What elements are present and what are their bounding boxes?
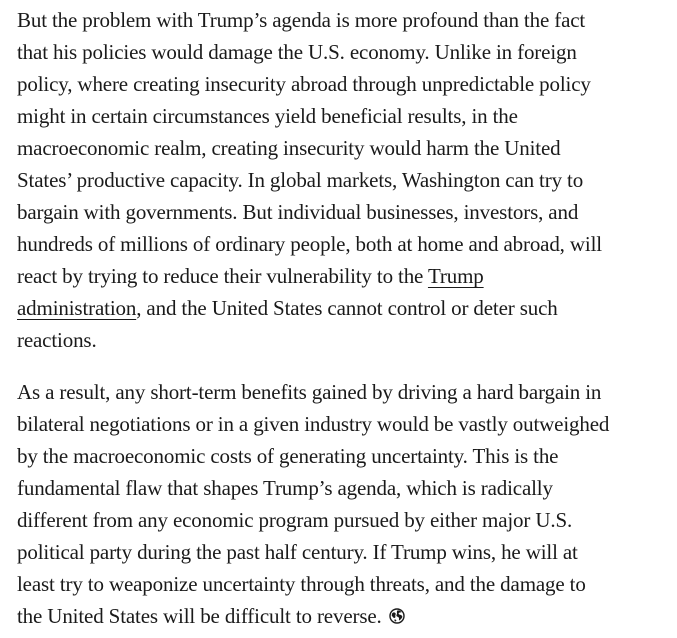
text-line: As a result, any short-term benefits gained by driving a hard bargain in (17, 380, 602, 404)
text-line: bilateral negotiations or in a given industry would be vastly outweighed (17, 412, 610, 436)
text-line: States’ productive capacity. In global markets, Washington can try to (17, 168, 584, 192)
text-line: But the problem with Trump’s agenda is more profound than the fact (17, 8, 586, 32)
text-line: least try to weaponize uncertainty through threats, and the damage to (17, 572, 586, 596)
text-line-final (17, 600, 673, 632)
paragraph-1 (17, 4, 673, 356)
text-line: by the macroeconomic costs of generating uncertainty. This is the (17, 444, 559, 468)
text-line: policy, where creating insecurity abroad through unpredictable policy (17, 72, 591, 96)
text-line: political party during the past half century. If Trump wins, he will at (17, 540, 578, 564)
text-line-with-link (17, 260, 673, 292)
paragraph-2 (17, 376, 673, 632)
globe-end-mark-icon (389, 608, 405, 624)
text-line: fundamental flaw that shapes Trump’s agenda, which is radically (17, 476, 553, 500)
text-segment: react by trying to reduce their vulnerability to the (17, 264, 428, 288)
text-line: different from any economic program pursued by either major U.S. (17, 508, 573, 532)
text-segment: , and the United States cannot control or deter such (136, 296, 558, 320)
text-segment: the United States will be difficult to reverse. (17, 604, 382, 628)
trump-administration-link-part2[interactable]: administration (17, 296, 137, 320)
trump-administration-link-part1[interactable]: Trump (427, 264, 484, 288)
text-line: might in certain circumstances yield beneficial results, in the (17, 104, 518, 128)
text-line: reactions. (17, 328, 97, 352)
text-line: that his policies would damage the U.S. economy. Unlike in foreign (17, 40, 577, 64)
text-line: macroeconomic realm, creating insecurity would harm the United (17, 136, 561, 160)
text-line: bargain with governments. But individual businesses, investors, and (17, 200, 579, 224)
text-line: hundreds of millions of ordinary people, both at home and abroad, will (17, 232, 602, 256)
article-body (17, 4, 673, 632)
text-line-with-link (17, 292, 673, 324)
